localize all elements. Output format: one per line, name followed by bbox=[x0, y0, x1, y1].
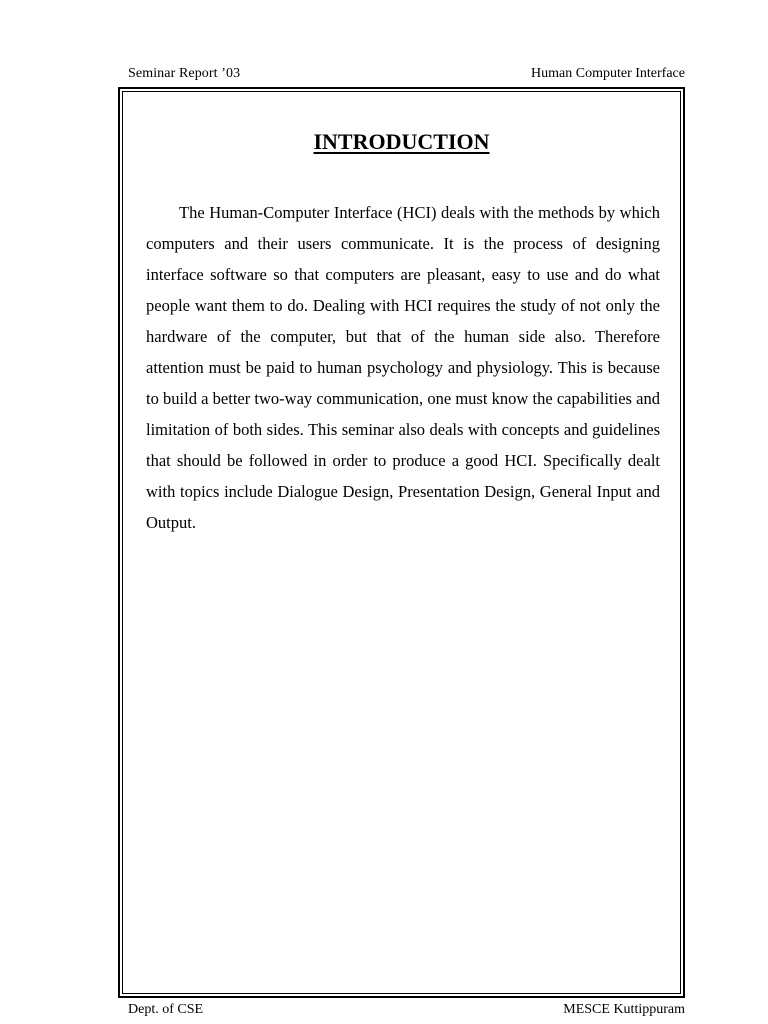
section-title: INTRODUCTION bbox=[313, 129, 490, 154]
header-topic-title: Human Computer Interface bbox=[531, 66, 685, 81]
page-border-outer bbox=[118, 87, 685, 998]
header-report-title: Seminar Report ’03 bbox=[128, 66, 241, 81]
footer-department: Dept. of CSE bbox=[128, 1002, 204, 1017]
introduction-paragraph: The Human-Computer Interface (HCI) deals with the methods by which computers and their users communicate. It is the process of designing interface software so that computers are pleasant, easy to use and do what people want them to do. Dealing with HCI requires the study of not only the hardware of the computer, but that of the human side also. Therefore attention must be paid to human psychology and physiology. This is because to build a better two-way communication, one must know the capabilities and limitation of both sides. This seminar also deals with concepts and guidelines that should be followed in order to produce a good HCI. Specifically dealt with topics include Dialogue Design, Presentation Design, General Input and Output. bbox=[146, 203, 660, 532]
footer-institution: MESCE Kuttippuram bbox=[563, 1002, 685, 1017]
page-border-inner bbox=[122, 91, 681, 994]
